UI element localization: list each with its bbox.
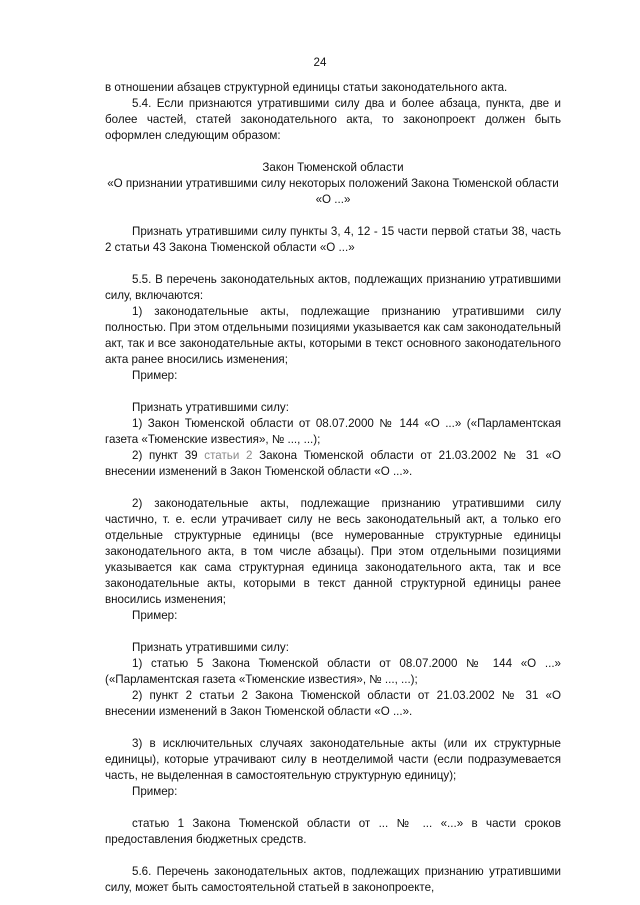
- list-item-2: 2) законодательные акты, подлежащие признанию утратившими силу частично, т. е. если утрачивает силу не весь законодательный акт, а только его отдельные структурные единицы (все нумерованные структурные единицы законодательного акта, в том числе абзацы). При этом отдельными позициями указывается как сама структурная единица законодательного акта, так и все законодательные акты, которыми в текст данной структурной единицы ранее вносились изменения;: [105, 497, 561, 606]
- page-number: 24: [313, 56, 327, 69]
- paragraph-5-4: 5.4. Если признаются утратившими силу два и более абзаца, пункта, две и более частей, статей законодательного акта, то законопроект должен быть оформлен следующим образом:: [105, 97, 561, 142]
- example-law-name: «О признании утратившими силу некоторых положений Закона Тюменской области «О ...»: [107, 177, 559, 206]
- example-law-title: Закон Тюменской области: [262, 161, 404, 174]
- example-label: Пример:: [132, 785, 178, 798]
- example-label: Пример:: [132, 369, 178, 382]
- example-label: Пример:: [132, 609, 178, 622]
- list-item-1: 1) законодательные акты, подлежащие признанию утратившими силу полностью. При этом отдельными позициями указывается как сам законодательный акт, так и все законодательные акты, которыми в текст основного законодательного акта ранее вносились изменения;: [105, 305, 561, 366]
- document-body: [105, 80, 561, 896]
- paragraph: в отношении абзацев структурной единицы статьи законодательного акта.: [105, 81, 508, 94]
- paragraph-5-5: 5.5. В перечень законодательных актов, подлежащих признанию утратившими силу, включаются:: [105, 273, 561, 302]
- list-item-3: 3) в исключительных случаях законодательные акты (или их структурные единицы), которые утрачивают силу в неотделимой части (если подразумевается часть, не выделенная в самостоятельную структурную единицу);: [105, 737, 561, 782]
- example-law-text: Признать утратившими силу пункты 3, 4, 12 - 15 части первой статьи 38, часть 2 статьи 43 Закона Тюменской области «О ...»: [105, 225, 561, 254]
- paragraph-5-6: 5.6. Перечень законодательных актов, подлежащих признанию утратившими силу, может быть самостоятельной статьей в законопроекте,: [105, 865, 561, 894]
- example-item-1: 1) Закон Тюменской области от 08.07.2000 № 144 «О ...» («Парламентская газета «Тюменские известия», № ..., ...);: [105, 417, 561, 446]
- example-text: статью 1 Закона Тюменской области от ... № ... «...» в части сроков предоставления бюджетных средств.: [105, 817, 561, 846]
- example-lead: Признать утратившими силу:: [132, 401, 289, 414]
- example-item-2: 2) пункт 2 статьи 2 Закона Тюменской области от 21.03.2002 № 31 «О внесении изменений в Закон Тюменской области «О ...».: [105, 689, 561, 718]
- example-item-2: 2) пункт 39 статьи 2 Закона Тюменской области от 21.03.2002 № 31 «О внесении изменений в Закон Тюменской области «О ...».: [105, 449, 562, 478]
- example-lead: Признать утратившими силу:: [132, 641, 289, 654]
- article-link[interactable]: статьи 2: [204, 449, 253, 462]
- example-item-1: 1) статью 5 Закона Тюменской области от 08.07.2000 № 144 «О ...» («Парламентская газета «Тюменские известия», № ..., ...);: [105, 657, 561, 686]
